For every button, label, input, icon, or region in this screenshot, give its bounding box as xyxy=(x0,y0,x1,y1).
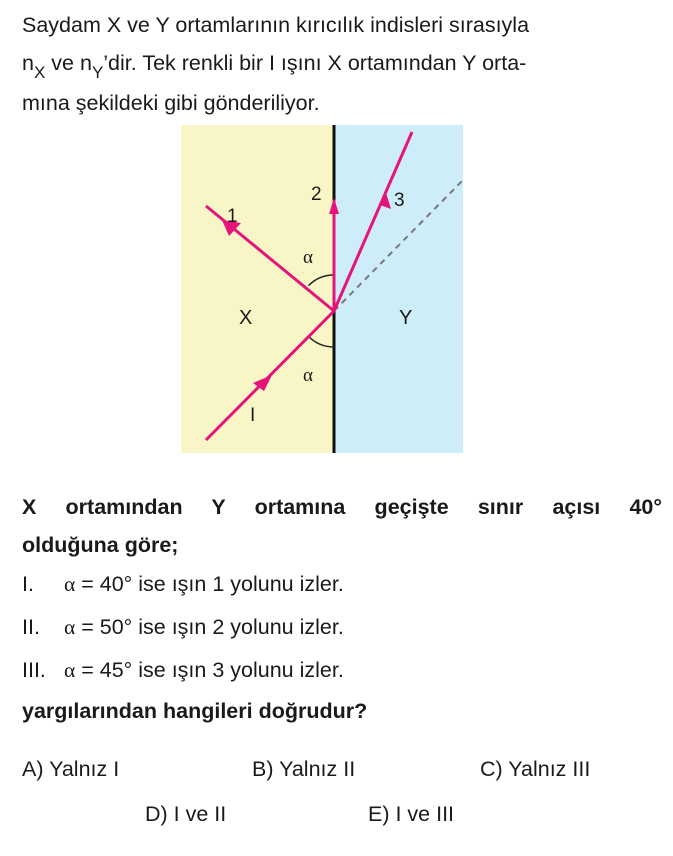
subscript-x: X xyxy=(33,63,46,82)
statement-2-number: II. xyxy=(22,615,40,639)
option-c[interactable]: C) Yalnız III xyxy=(480,757,591,781)
statement-1-text: = 40° ise ışın 1 yolunu izler. xyxy=(75,572,344,596)
medium-y-region xyxy=(334,125,463,453)
question-line-1: X ortamından Y ortamına geçişte sınır açısı 40° xyxy=(22,495,662,519)
label-angle-top: α xyxy=(303,247,313,268)
intro-line-1: Saydam X ve Y ortamlarının kırıcılık indisleri sırasıyla xyxy=(22,13,530,37)
subscript-y: Y xyxy=(91,63,104,82)
label-angle-bottom: α xyxy=(303,365,313,386)
intro-line-2-rest: ’dir. Tek renkli bir I ışını X ortamından Y orta- xyxy=(103,51,527,75)
statement-3 xyxy=(22,658,344,683)
question-line-2: olduğuna göre; xyxy=(22,533,179,557)
label-ray-2: 2 xyxy=(311,184,322,205)
label-ray-1: 1 xyxy=(227,206,238,227)
question-prompt: yargılarından hangileri doğrudur? xyxy=(22,699,368,723)
label-medium-x: X xyxy=(239,307,253,329)
statement-1 xyxy=(22,572,344,597)
question-condition xyxy=(22,488,662,564)
statement-1-number: I. xyxy=(22,572,34,596)
n-symbol-x: n xyxy=(22,51,34,75)
intro-line-3: mına şekildeki gibi gönderiliyor. xyxy=(22,91,320,115)
option-d[interactable]: D) I ve II xyxy=(145,802,227,826)
statement-2-alpha: α xyxy=(64,615,76,639)
statement-3-text: = 45° ise ışın 3 yolunu izler. xyxy=(75,658,344,682)
option-b[interactable]: B) Yalnız II xyxy=(252,757,356,781)
medium-x-region xyxy=(181,125,334,453)
label-medium-y: Y xyxy=(399,307,413,329)
label-ray-3: 3 xyxy=(394,190,405,211)
statement-3-alpha: α xyxy=(64,658,76,682)
option-e[interactable]: E) I ve III xyxy=(368,802,455,826)
statement-2 xyxy=(22,615,344,640)
statement-1-alpha: α xyxy=(64,572,76,596)
intro-line-2-mid: ve n xyxy=(45,51,92,75)
label-incident-ray: I xyxy=(250,405,256,426)
option-a[interactable]: A) Yalnız I xyxy=(22,757,120,781)
statement-3-number: III. xyxy=(22,658,46,682)
statement-2-text: = 50° ise ışın 2 yolunu izler. xyxy=(75,615,344,639)
